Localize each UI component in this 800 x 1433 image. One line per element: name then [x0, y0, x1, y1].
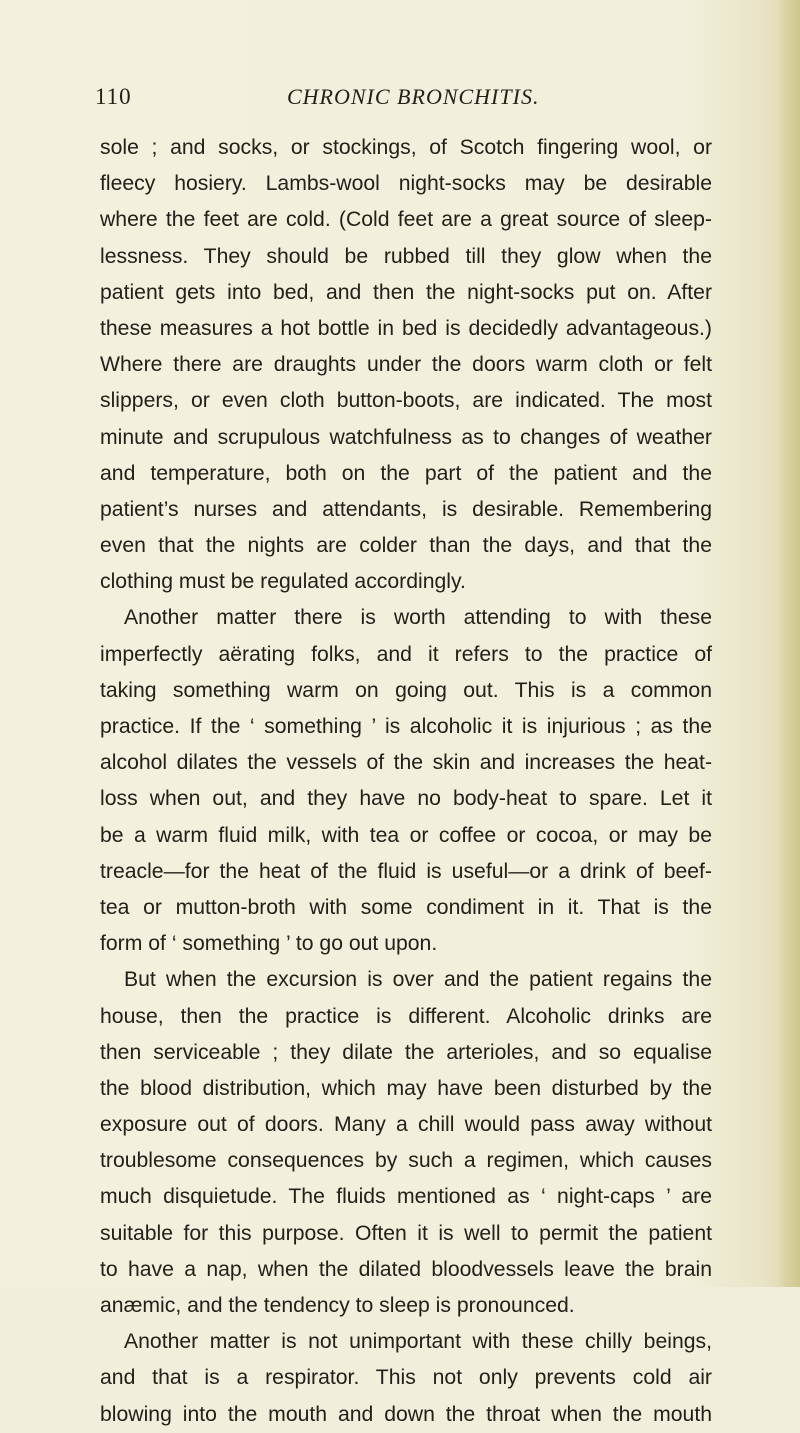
- text-line: the blood distribution, which may have been disturbed by the: [100, 1076, 712, 1100]
- text-line: patient’s nurses and attendants, is desirable. Remembering: [100, 497, 712, 521]
- page-header: [95, 84, 715, 118]
- running-head: CHRONIC BRONCHITIS.: [287, 84, 540, 109]
- page-edge-shadow: [778, 0, 800, 1287]
- text-line: these measures a hot bottle in bed is decidedly advantageous.): [100, 316, 712, 340]
- text-line: then serviceable ; they dilate the arterioles, and so equalise: [100, 1040, 712, 1064]
- text-line: tea or mutton-broth with some condiment in it. That is the: [100, 895, 712, 919]
- text-line: Another matter is not unimportant with these chilly beings,: [124, 1330, 712, 1354]
- text-line: taking something warm on going out. This is a common: [100, 678, 712, 702]
- text-line: treacle—for the heat of the fluid is useful—or a drink of beef-: [100, 859, 712, 883]
- text-line: lessness. They should be rubbed till they glow when the: [100, 244, 712, 268]
- text-line: clothing must be regulated accordingly.: [100, 570, 466, 594]
- text-line: patient gets into bed, and then the night-socks put on. After: [100, 280, 712, 304]
- text-line: loss when out, and they have no body-heat to spare. Let it: [100, 787, 712, 811]
- text-line: blowing into the mouth and down the throat when the mouth: [100, 1402, 712, 1426]
- text-line: to have a nap, when the dilated bloodvessels leave the brain: [100, 1257, 712, 1281]
- text-line: fleecy hosiery. Lambs-wool night-socks may be desirable: [100, 172, 712, 196]
- text-line: Another matter there is worth attending to with these: [124, 606, 712, 630]
- text-line: suitable for this purpose. Often it is well to permit the patient: [100, 1221, 712, 1245]
- text-line: and temperature, both on the part of the patient and the: [100, 461, 712, 485]
- text-line: practice. If the ‘ something ’ is alcoholic it is injurious ; as the: [100, 715, 712, 738]
- text-line: where the feet are cold. (Cold feet are a great source of sleep-: [100, 208, 712, 232]
- text-line: Where there are draughts under the doors warm cloth or felt: [100, 353, 712, 377]
- text-line: exposure out of doors. Many a chill would pass away without: [100, 1113, 712, 1137]
- text-line: alcohol dilates the vessels of the skin and increases the heat-: [100, 751, 712, 775]
- text-line: imperfectly aërating folks, and it refers to the practice of: [100, 642, 712, 666]
- body-text: [100, 130, 712, 1433]
- text-line: and that is a respirator. This not only prevents cold air: [100, 1366, 712, 1390]
- text-line: house, then the practice is different. Alcoholic drinks are: [100, 1004, 712, 1028]
- text-line: slippers, or even cloth button-boots, are indicated. The most: [100, 389, 712, 413]
- text-line: sole ; and socks, or stockings, of Scotch fingering wool, or: [100, 136, 712, 159]
- text-line: be a warm fluid milk, with tea or coffee or cocoa, or may be: [100, 823, 712, 847]
- text-line: minute and scrupulous watchfulness as to changes of weather: [100, 425, 712, 449]
- text-line: even that the nights are colder than the days, and that the: [100, 534, 712, 558]
- page-number: 110: [95, 84, 132, 109]
- text-line: form of ‘ something ’ to go out upon.: [100, 932, 438, 956]
- text-line: troublesome consequences by such a regimen, which causes: [100, 1149, 712, 1173]
- text-line: anæmic, and the tendency to sleep is pronounced.: [100, 1294, 575, 1317]
- text-line: much disquietude. The fluids mentioned as ‘ night-caps ’ are: [100, 1185, 712, 1209]
- text-line: But when the excursion is over and the patient regains the: [124, 968, 712, 992]
